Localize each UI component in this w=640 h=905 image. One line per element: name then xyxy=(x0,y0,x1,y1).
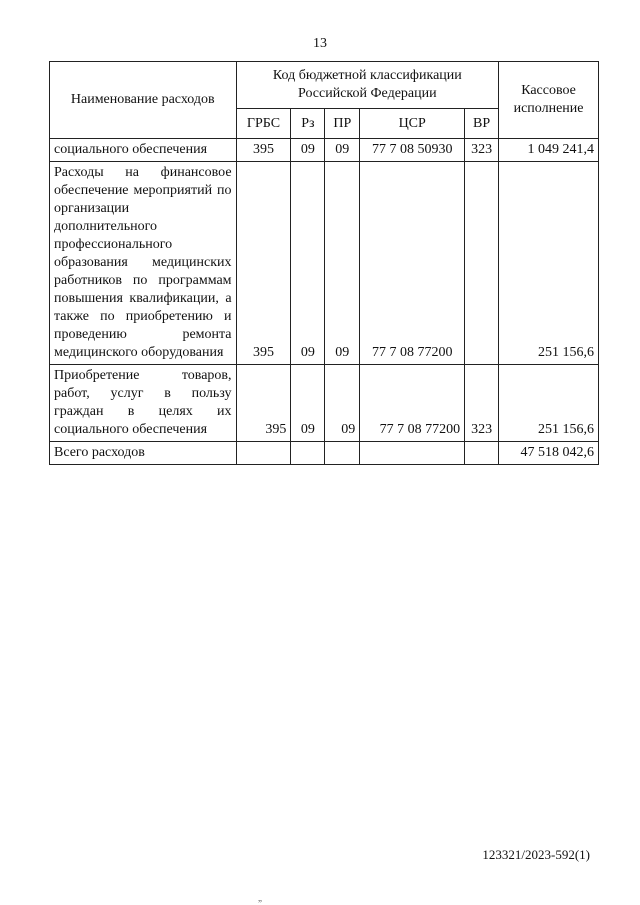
header-csr: ЦСР xyxy=(360,109,465,139)
total-label: Всего расходов xyxy=(50,442,237,465)
row-rz: 09 xyxy=(291,365,325,442)
row-grbs xyxy=(236,442,291,465)
header-vr: ВР xyxy=(465,109,499,139)
header-rz: Рз xyxy=(291,109,325,139)
row-name: Приобретение товаров, работ, услуг в пользу граждан в целях их социального обеспечения xyxy=(50,365,237,442)
page-number: 13 xyxy=(313,36,327,51)
row-vr xyxy=(465,442,499,465)
row-amount: 251 156,6 xyxy=(499,162,599,365)
row-grbs: 395 xyxy=(236,162,291,365)
row-rz: 09 xyxy=(291,162,325,365)
row-name: Расходы на финансовое обеспечение мероприятий по организации дополнительного профессионального образования медицинских работников по программам повышения квалификации, а также по приобретению и проведению ремонта медицинского оборудования xyxy=(50,162,237,365)
header-execution: Кассовое исполнение xyxy=(499,62,599,139)
row-amount: 251 156,6 xyxy=(499,365,599,442)
row-csr: 77 7 08 77200 xyxy=(360,365,465,442)
table-row xyxy=(50,162,599,365)
header-name: Наименование расходов xyxy=(50,62,237,139)
row-vr xyxy=(465,162,499,365)
scan-mark: „ xyxy=(258,893,262,903)
document-id: 123321/2023-592(1) xyxy=(482,847,590,862)
table-total-row xyxy=(50,442,599,465)
row-csr xyxy=(360,442,465,465)
row-name: социального обеспечения xyxy=(50,139,237,162)
row-pr xyxy=(325,442,360,465)
header-pr: ПР xyxy=(325,109,360,139)
total-amount: 47 518 042,6 xyxy=(499,442,599,465)
table-row xyxy=(50,139,599,162)
row-amount: 1 049 241,4 xyxy=(499,139,599,162)
row-csr: 77 7 08 50930 xyxy=(360,139,465,162)
row-csr: 77 7 08 77200 xyxy=(360,162,465,365)
row-rz: 09 xyxy=(291,139,325,162)
row-rz xyxy=(291,442,325,465)
table-header-row xyxy=(50,62,599,109)
row-vr: 323 xyxy=(465,139,499,162)
row-vr: 323 xyxy=(465,365,499,442)
header-code-group: Код бюджетной классификации Российской Федерации xyxy=(236,62,499,109)
row-pr: 09 xyxy=(325,162,360,365)
table-row xyxy=(50,365,599,442)
row-grbs: 395 xyxy=(236,139,291,162)
row-pr: 09 xyxy=(325,139,360,162)
header-grbs: ГРБС xyxy=(236,109,291,139)
row-pr: 09 xyxy=(325,365,360,442)
row-grbs: 395 xyxy=(236,365,291,442)
budget-table xyxy=(49,61,599,465)
